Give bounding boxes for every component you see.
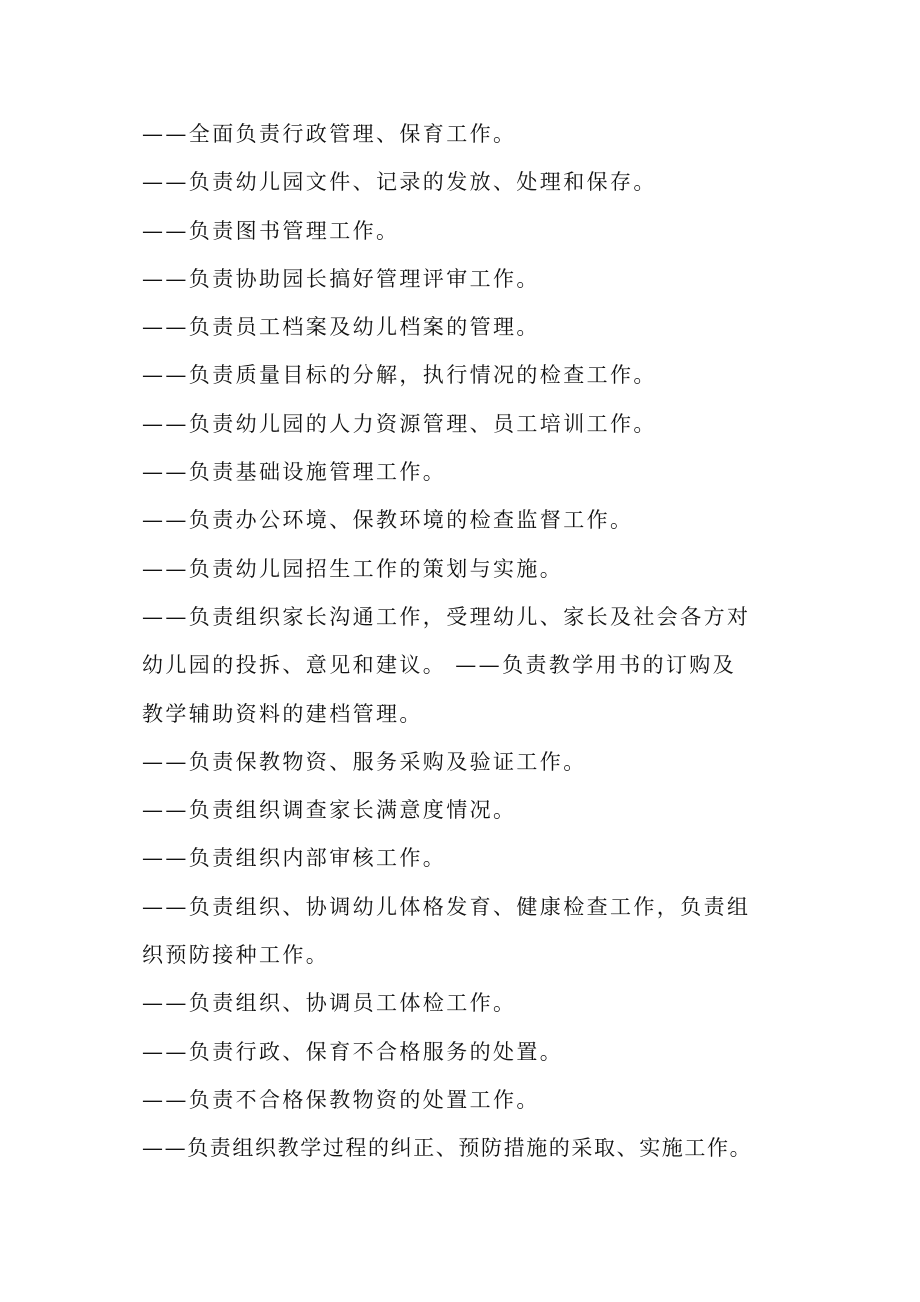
text-line: 幼儿园的投拆、意见和建议。 ——负责教学用书的订购及 — [142, 653, 737, 678]
text-line: 织预防接种工作。 — [142, 943, 330, 968]
text-line: ——负责幼儿园招生工作的策划与实施。 — [142, 556, 564, 581]
text-line: ——负责不合格保教物资的处置工作。 — [142, 1087, 540, 1112]
text-line: ——负责组织、协调员工体检工作。 — [142, 991, 517, 1016]
text-line: ——负责组织家长沟通工作，受理幼儿、家长及社会各方对 — [142, 604, 751, 629]
text-line: ——负责质量目标的分解，执行情况的检查工作。 — [142, 363, 657, 388]
text-line: ——负责幼儿园文件、记录的发放、处理和保存。 — [142, 170, 657, 195]
text-line: ——负责基础设施管理工作。 — [142, 460, 447, 485]
text-line: 教学辅助资料的建档管理。 — [142, 701, 423, 726]
text-line: ——负责组织教学过程的纠正、预防措施的采取、实施工作。 — [142, 1136, 753, 1161]
text-line: ——负责幼儿园的人力资源管理、员工培训工作。 — [142, 411, 657, 436]
text-line: ——负责组织、协调幼儿体格发育、健康检查工作，负责组 — [142, 894, 751, 919]
document-body — [142, 110, 792, 1173]
text-line: ——负责行政、保育不合格服务的处置。 — [142, 1039, 564, 1064]
text-line: ——负责组织内部审核工作。 — [142, 846, 447, 871]
text-line: ——负责员工档案及幼儿档案的管理。 — [142, 315, 540, 340]
text-line: ——负责保教物资、服务采购及验证工作。 — [142, 749, 587, 774]
text-line: ——负责图书管理工作。 — [142, 218, 400, 243]
text-line: ——负责协助园长搞好管理评审工作。 — [142, 266, 540, 291]
text-line: ——全面负责行政管理、保育工作。 — [142, 122, 517, 146]
text-line: ——负责组织调查家长满意度情况。 — [142, 798, 517, 823]
text-line: ——负责办公环境、保教环境的检查监督工作。 — [142, 508, 634, 533]
